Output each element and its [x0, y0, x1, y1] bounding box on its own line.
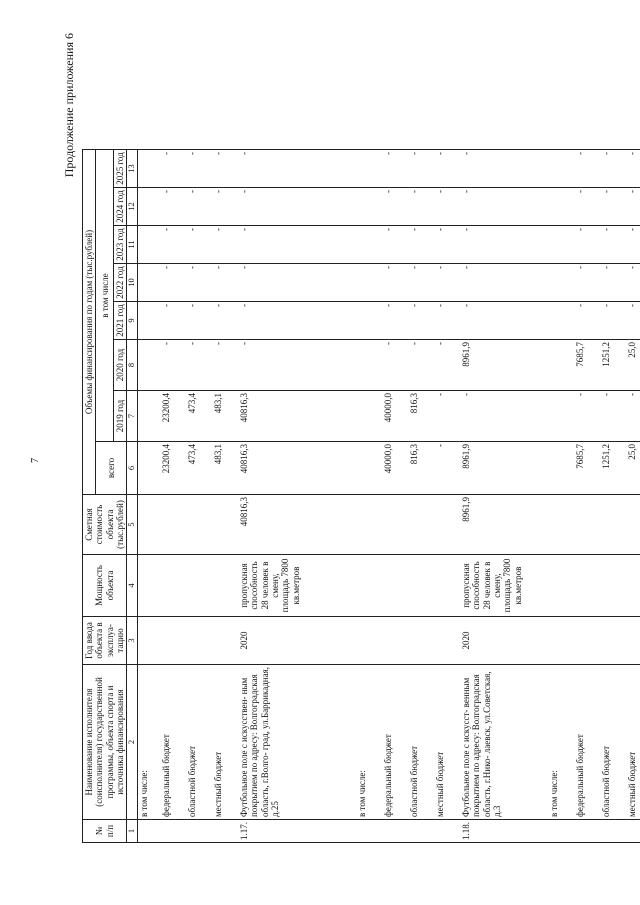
row-capacity [356, 555, 382, 617]
row-value [356, 188, 382, 226]
row-year [548, 617, 574, 665]
row-value: - [238, 302, 356, 340]
row-cost [382, 495, 408, 555]
table-row [408, 150, 434, 843]
row-value [356, 264, 382, 302]
column-number: 2 [127, 665, 138, 820]
row-value: 473,4 [186, 442, 212, 495]
table-row [382, 150, 408, 843]
row-number [626, 820, 640, 843]
row-cost [548, 495, 574, 555]
row-value: - [238, 226, 356, 264]
row-value: - [434, 226, 460, 264]
row-value: 8961,9 [460, 442, 548, 495]
row-value [356, 226, 382, 264]
row-value: - [186, 226, 212, 264]
row-cost [356, 495, 382, 555]
row-cost: 40816,3 [238, 495, 356, 555]
col-num-header: № п/п [83, 820, 127, 843]
row-value [356, 442, 382, 495]
row-name: областной бюджет [186, 665, 212, 820]
column-number: 10 [127, 264, 138, 302]
row-value: - [408, 150, 434, 188]
row-number [600, 820, 626, 843]
row-value: - [600, 302, 626, 340]
row-number: 1.17. [238, 820, 356, 843]
row-name: федеральный бюджет [574, 665, 600, 820]
row-value: - [382, 340, 408, 391]
row-capacity [212, 555, 238, 617]
row-value: - [408, 340, 434, 391]
row-name: в том числе: [548, 665, 574, 820]
row-value: - [408, 264, 434, 302]
year-header: 2021 год [114, 302, 127, 340]
row-value: - [574, 188, 600, 226]
row-year [574, 617, 600, 665]
row-name: областной бюджет [600, 665, 626, 820]
row-year [212, 617, 238, 665]
column-number: 3 [127, 617, 138, 665]
row-value: 23200,4 [160, 442, 186, 495]
row-value: - [186, 302, 212, 340]
row-value [356, 391, 382, 442]
row-value: - [408, 188, 434, 226]
row-value: - [600, 264, 626, 302]
table-row [626, 150, 640, 843]
row-cost [408, 495, 434, 555]
row-value [138, 391, 160, 442]
row-value: 816,3 [408, 442, 434, 495]
row-value [548, 150, 574, 188]
row-number [574, 820, 600, 843]
row-value: - [160, 188, 186, 226]
row-value: - [600, 150, 626, 188]
row-value: - [626, 226, 640, 264]
row-value [356, 340, 382, 391]
row-value: - [408, 226, 434, 264]
rotated-page [62, 23, 637, 843]
row-value: - [212, 188, 238, 226]
row-value [138, 264, 160, 302]
row-value: - [626, 150, 640, 188]
row-value: - [460, 226, 548, 264]
table-row [356, 150, 382, 843]
row-value: - [186, 150, 212, 188]
table-row [460, 150, 548, 843]
row-value: 7685,7 [574, 340, 600, 391]
row-name: Футбольное поле с искусст- венным покрытием по адресу: Волгоградская область, г.Нико- лаевск, ул.Советская, д.3 [460, 665, 548, 820]
row-value: - [626, 264, 640, 302]
row-value [548, 340, 574, 391]
row-value: - [160, 264, 186, 302]
column-number: 6 [127, 442, 138, 495]
row-value: - [626, 391, 640, 442]
column-number: 13 [127, 150, 138, 188]
row-value: - [408, 302, 434, 340]
row-value: - [460, 391, 548, 442]
row-value: - [434, 264, 460, 302]
row-value: - [434, 188, 460, 226]
row-value: - [238, 264, 356, 302]
row-number [408, 820, 434, 843]
row-value: - [434, 391, 460, 442]
column-number: 5 [127, 495, 138, 555]
row-value: - [382, 302, 408, 340]
table-row [600, 150, 626, 843]
row-value [138, 150, 160, 188]
row-value: 40000,0 [382, 391, 408, 442]
row-capacity [548, 555, 574, 617]
row-capacity [408, 555, 434, 617]
row-value [138, 302, 160, 340]
row-value: 483,1 [212, 442, 238, 495]
row-value: - [160, 340, 186, 391]
row-year [356, 617, 382, 665]
row-value [548, 188, 574, 226]
row-value: - [382, 264, 408, 302]
row-value: - [574, 302, 600, 340]
row-value: - [212, 150, 238, 188]
row-value: - [434, 442, 460, 495]
row-value: - [460, 150, 548, 188]
table-row [212, 150, 238, 843]
row-year [160, 617, 186, 665]
row-value: 40816,3 [238, 442, 356, 495]
row-value: 25,0 [626, 340, 640, 391]
row-value: 473,4 [186, 391, 212, 442]
year-header: 2020 год [114, 340, 127, 391]
row-value: - [574, 264, 600, 302]
row-value: - [212, 226, 238, 264]
table-row [160, 150, 186, 843]
row-cost: 8961,9 [460, 495, 548, 555]
row-value: 816,3 [408, 391, 434, 442]
row-capacity [434, 555, 460, 617]
table-row [574, 150, 600, 843]
row-value [356, 302, 382, 340]
row-value [138, 442, 160, 495]
row-value: 23200,4 [160, 391, 186, 442]
row-value: - [626, 302, 640, 340]
row-value: - [434, 302, 460, 340]
row-value: - [160, 302, 186, 340]
column-number: 1 [127, 820, 138, 843]
page-number: 7 [30, 458, 41, 463]
row-year [434, 617, 460, 665]
row-name: областной бюджет [408, 665, 434, 820]
table-row [238, 150, 356, 843]
table-row [434, 150, 460, 843]
table-row [186, 150, 212, 843]
row-cost [212, 495, 238, 555]
row-name: Футбольное поле с искусствен- ным покрытием по адресу: Волгоградская область, г.Волго- град, ул.Баррикадная, д.25 [238, 665, 356, 820]
year-header: 2022 год [114, 264, 127, 302]
row-value: - [434, 340, 460, 391]
column-number: 8 [127, 340, 138, 391]
row-value: - [238, 150, 356, 188]
row-number [160, 820, 186, 843]
row-value [356, 150, 382, 188]
row-value: 7685,7 [574, 442, 600, 495]
column-number: 7 [127, 391, 138, 442]
row-capacity [186, 555, 212, 617]
row-value: - [574, 391, 600, 442]
row-cost [434, 495, 460, 555]
row-capacity [160, 555, 186, 617]
row-value: 1251,2 [600, 442, 626, 495]
row-capacity [382, 555, 408, 617]
row-capacity [138, 555, 160, 617]
col-total-header: всего [96, 442, 127, 495]
funding-table [82, 149, 640, 843]
row-cost [186, 495, 212, 555]
column-number: 9 [127, 302, 138, 340]
row-value: - [186, 264, 212, 302]
row-value: - [382, 188, 408, 226]
row-value: - [160, 226, 186, 264]
row-capacity [626, 555, 640, 617]
row-name: федеральный бюджет [382, 665, 408, 820]
row-year [626, 617, 640, 665]
row-value: - [382, 226, 408, 264]
column-number: 12 [127, 188, 138, 226]
col-name-header: Наименование исполнителя (соисполнителя) государственной программы, объекта спорта и источника финансирования [83, 665, 127, 820]
row-number [212, 820, 238, 843]
col-incl-header: в том числе [96, 150, 114, 442]
year-header: 2025 год [114, 150, 127, 188]
row-value: 1251,2 [600, 340, 626, 391]
row-value: 40000,0 [382, 442, 408, 495]
row-value: - [212, 264, 238, 302]
row-value: - [212, 302, 238, 340]
row-number [434, 820, 460, 843]
row-cost [626, 495, 640, 555]
row-value: - [160, 150, 186, 188]
row-number [138, 820, 160, 843]
row-capacity [574, 555, 600, 617]
row-number [548, 820, 574, 843]
row-value [138, 340, 160, 391]
row-value [548, 391, 574, 442]
row-value [548, 226, 574, 264]
row-cost [574, 495, 600, 555]
row-number [186, 820, 212, 843]
row-cost [138, 495, 160, 555]
row-name: местный бюджет [626, 665, 640, 820]
table-row [548, 150, 574, 843]
row-value [548, 442, 574, 495]
row-cost [600, 495, 626, 555]
year-header: 2023 год [114, 226, 127, 264]
row-value [138, 188, 160, 226]
row-value: 25,0 [626, 442, 640, 495]
row-value: - [238, 188, 356, 226]
row-cost [160, 495, 186, 555]
row-name: федеральный бюджет [160, 665, 186, 820]
table-row [138, 150, 160, 843]
row-year: 2020 [238, 617, 356, 665]
row-year [186, 617, 212, 665]
row-value: 8961,9 [460, 340, 548, 391]
row-value: - [460, 188, 548, 226]
row-value: - [574, 226, 600, 264]
row-value [548, 302, 574, 340]
year-header: 2024 год [114, 188, 127, 226]
col-year-in-header: Год ввода объекта в эксплуа- тацию [83, 617, 127, 665]
col-cost-header: Сметная стоимость объекта (тыс.рублей) [83, 495, 127, 555]
table-body [138, 150, 640, 843]
row-value: - [186, 188, 212, 226]
row-number [356, 820, 382, 843]
row-value: - [600, 188, 626, 226]
col-capacity-header: Мощность объекта [83, 555, 127, 617]
row-year [382, 617, 408, 665]
row-value: - [212, 340, 238, 391]
row-year [600, 617, 626, 665]
row-year: 2020 [460, 617, 548, 665]
row-capacity: пропускная способность 28 человек в смену, площадь 7800 кв.метров [460, 555, 548, 617]
row-value: - [382, 150, 408, 188]
row-value: - [574, 150, 600, 188]
row-value: - [600, 226, 626, 264]
row-value: - [460, 302, 548, 340]
column-number: 11 [127, 226, 138, 264]
year-header: 2019 год [114, 391, 127, 442]
row-name: в том числе: [356, 665, 382, 820]
row-value: - [434, 150, 460, 188]
row-value: - [238, 340, 356, 391]
row-value: 40816,3 [238, 391, 356, 442]
col-funding-header: Объемы финансирования по годам (тыс.рублей) [83, 150, 96, 495]
row-year [138, 617, 160, 665]
row-year [408, 617, 434, 665]
row-value: 483,1 [212, 391, 238, 442]
row-name: в том числе: [138, 665, 160, 820]
row-name: местный бюджет [434, 665, 460, 820]
row-value: - [460, 264, 548, 302]
row-number [382, 820, 408, 843]
row-capacity [600, 555, 626, 617]
column-number-row [127, 150, 138, 843]
row-number: 1.18. [460, 820, 548, 843]
column-number: 4 [127, 555, 138, 617]
row-value: - [626, 188, 640, 226]
row-capacity: пропускная способность 28 человек в смену, площадь 7800 кв.метров [238, 555, 356, 617]
appendix-subtitle: Продолжение приложения 6 [62, 33, 76, 178]
row-value [138, 226, 160, 264]
row-value: - [600, 391, 626, 442]
row-value: - [186, 340, 212, 391]
row-name: местный бюджет [212, 665, 238, 820]
row-value [548, 264, 574, 302]
